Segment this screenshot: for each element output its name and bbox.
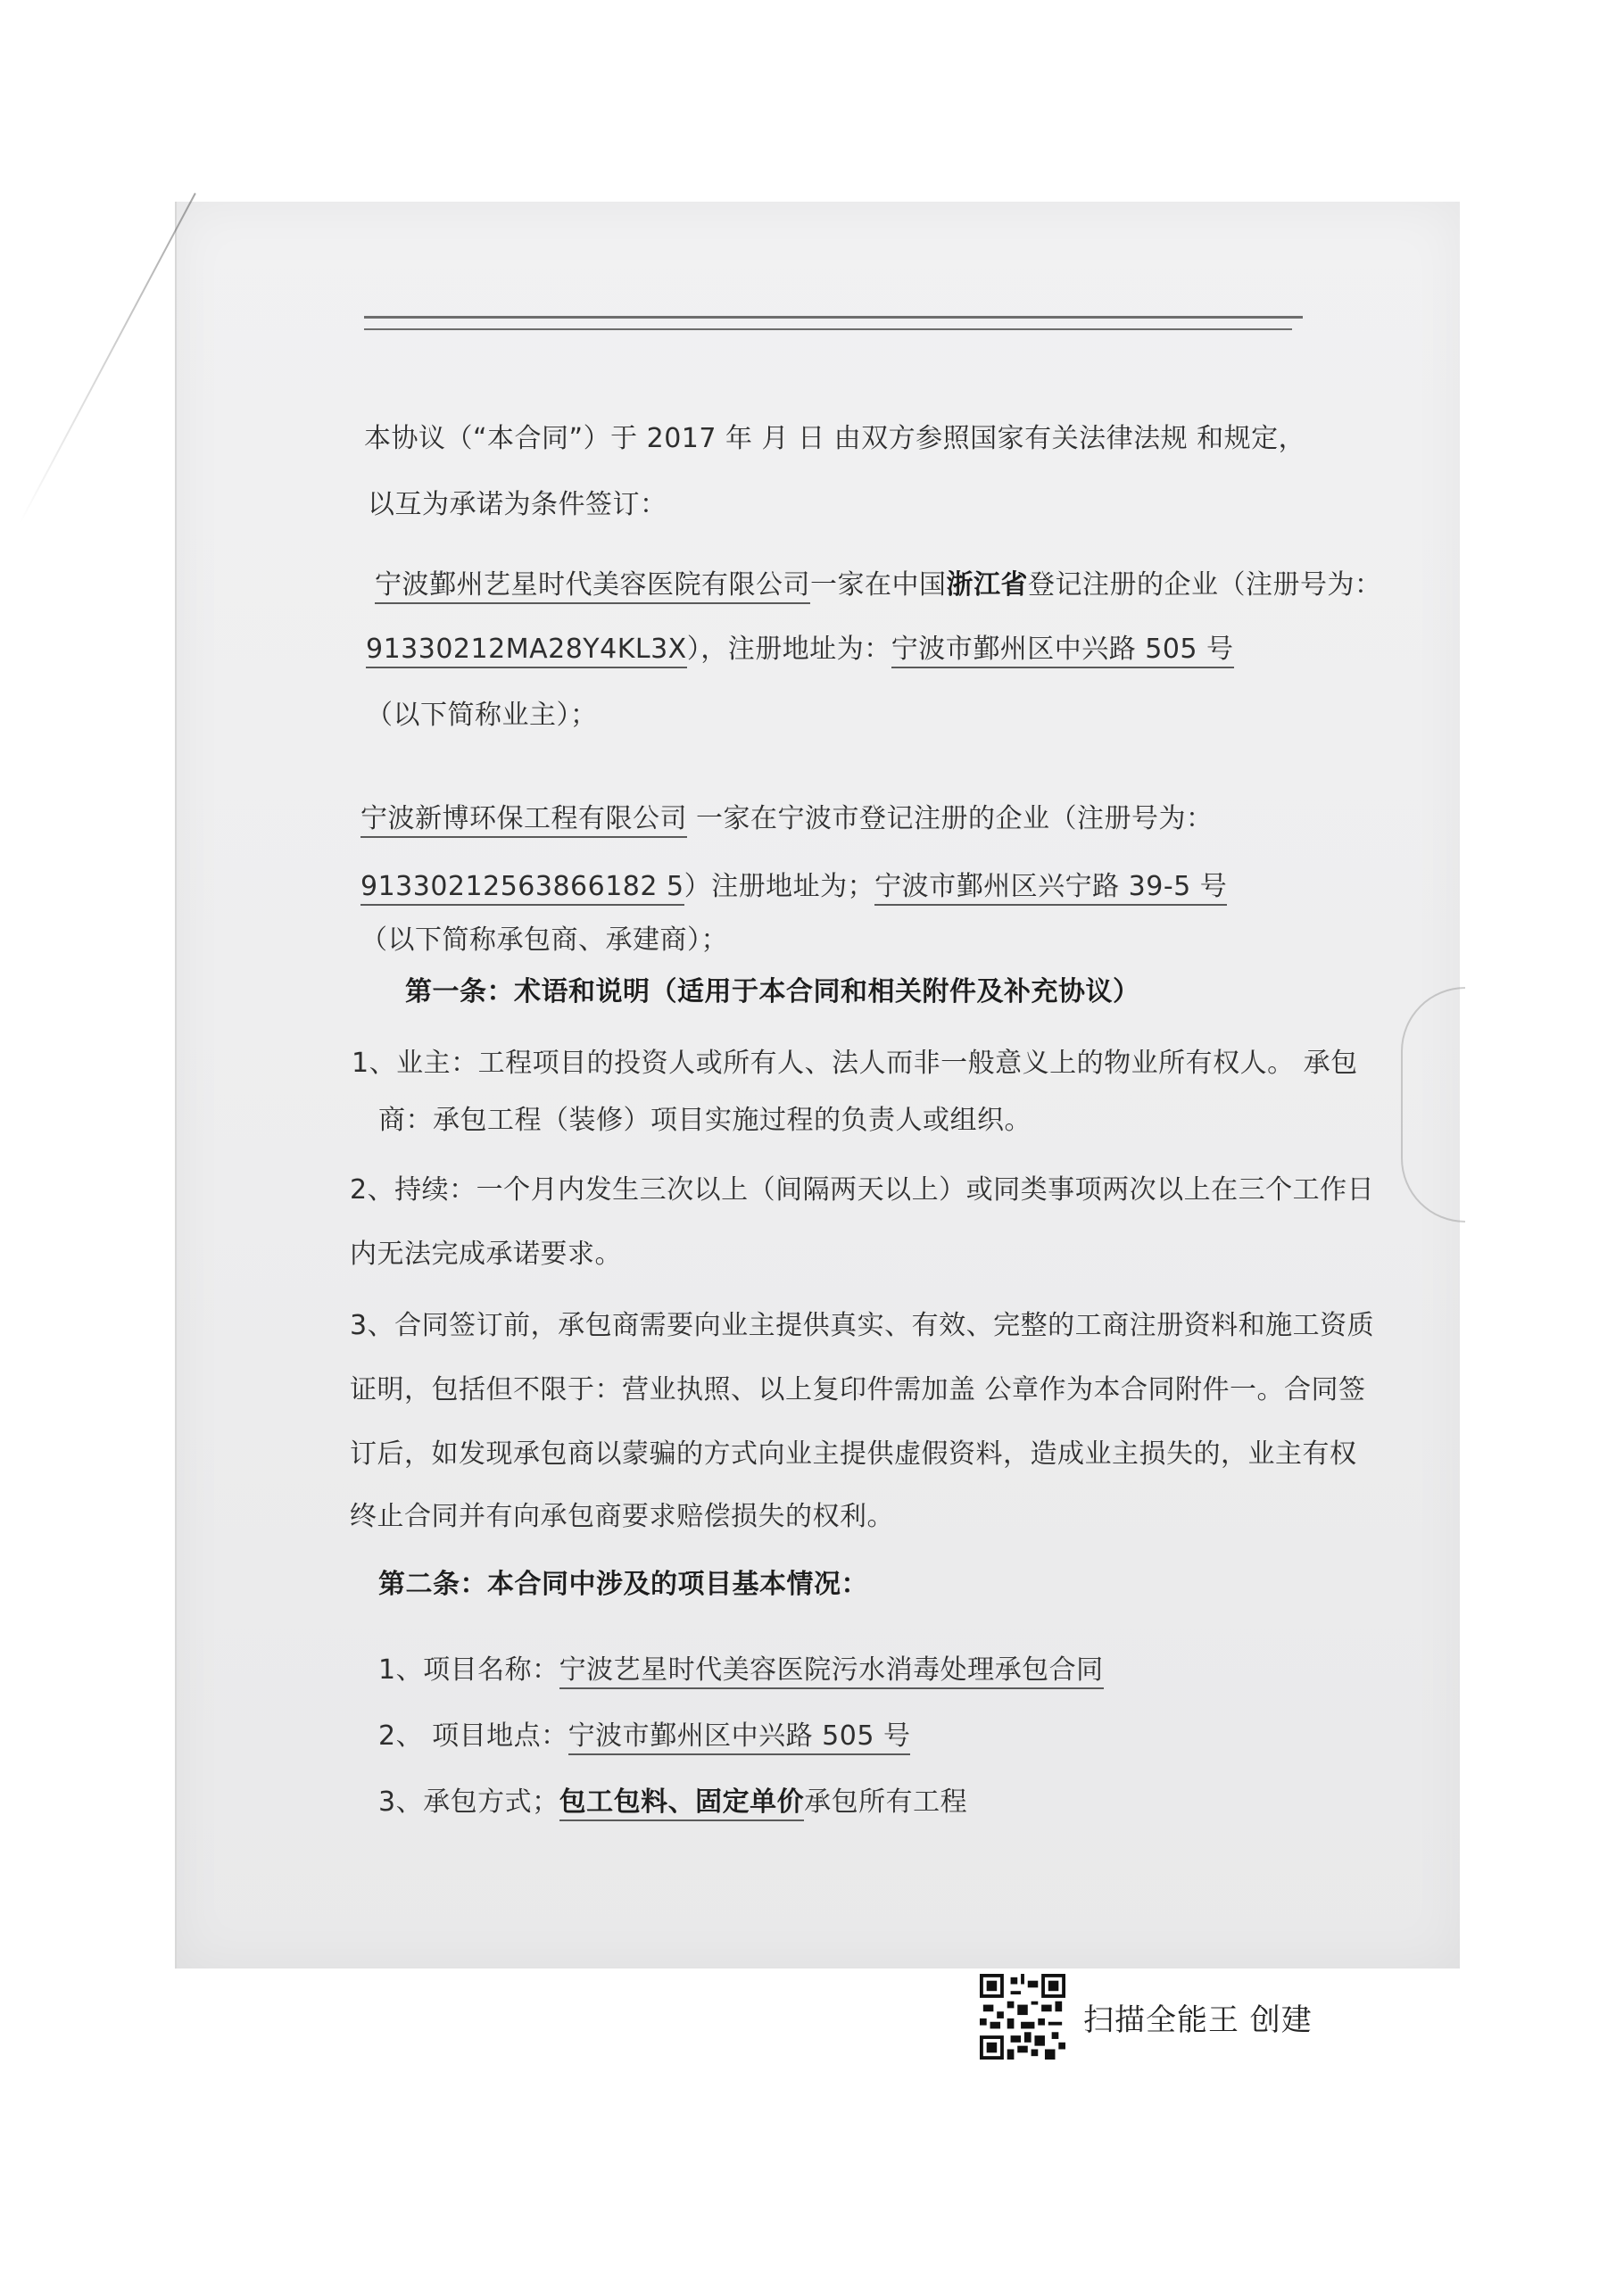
article1-item1-line2: 商：承包工程（装修）项目实施过程的负责人或组织。 — [378, 1105, 1032, 1136]
article2-item1 — [378, 1653, 1104, 1688]
article2-item2 — [378, 1719, 910, 1754]
scanner-credit: 扫描全能王 创建 — [1083, 2002, 1313, 2038]
article2-item3-suffix: 承包所有工程 — [804, 1786, 968, 1818]
project-name: 宁波艺星时代美容医院污水消毒处理承包合同 — [559, 1654, 1104, 1689]
article2-item1-label: 1、项目名称： — [378, 1654, 559, 1686]
seal-edge-mark — [1401, 987, 1465, 1223]
owner-address-label: ），注册地址为： — [686, 634, 891, 665]
contractor-alias: （以下简称承包商、承建商）； — [360, 924, 728, 956]
contractor-line-2 — [360, 869, 1227, 905]
intro-line-2: 以互为承诺为条件签订： — [368, 489, 667, 520]
header-rule-secondary — [364, 328, 1292, 330]
contractor-line-1 — [360, 801, 1214, 837]
article2-item3 — [378, 1785, 967, 1820]
intro-line-1: 本协议（“本合同”）于 2017 年 月 日 由双方参照国家有关法律法规 和规定， — [364, 423, 1306, 454]
article2-item2-label: 2、 项目地点： — [378, 1720, 568, 1752]
header-rule — [364, 316, 1303, 319]
owner-desc-prefix: 一家在中国 — [810, 569, 947, 601]
article1-item1-line1: 1、业主：工程项目的投资人或所有人、法人而非一般意义上的物业所有权人。 承包 — [352, 1048, 1358, 1079]
owner-address: 宁波市鄞州区中兴路 505 号 — [891, 634, 1234, 668]
qr-code-icon — [980, 1974, 1065, 2060]
article1-item3-line4: 终止合同并有向承包商要求赔偿损失的权利。 — [350, 1501, 894, 1532]
owner-name: 宁波鄞州艺星时代美容医院有限公司 — [375, 569, 810, 604]
contractor-desc: 一家在宁波市登记注册的企业（注册号为： — [687, 803, 1214, 834]
article1-item2-line2: 内无法完成承诺要求。 — [350, 1239, 622, 1270]
article1-item2-line1: 2、持续：一个月内发生三次以上（间隔两天以上）或同类事项两次以上在三个工作日 — [350, 1174, 1375, 1206]
owner-alias: （以下简称业主）； — [366, 700, 598, 731]
article1-title: 第一条：术语和说明（适用于本合同和相关附件及补充协议） — [405, 976, 1140, 1007]
contractor-address-label: ）注册地址为； — [684, 871, 875, 902]
article1-item3-line3: 订后，如发现承包商以蒙骗的方式向业主提供虚假资料，造成业主损失的，业主有权 — [350, 1438, 1357, 1470]
scanned-page — [175, 202, 1460, 1969]
owner-line-2 — [366, 632, 1234, 667]
owner-reg-no: 91330212MA28Y4KL3X — [366, 634, 687, 668]
owner-desc-suffix: 登记注册的企业（注册号为： — [1028, 569, 1382, 601]
contractor-reg-no: 91330212563866182 5 — [360, 871, 684, 906]
project-location: 宁波市鄞州区中兴路 505 号 — [568, 1720, 911, 1755]
scanner-footer — [980, 1972, 1313, 2061]
contract-method: 包工包料、固定单价 — [559, 1786, 805, 1821]
page-fold-mark — [19, 193, 196, 525]
article1-item3-line1: 3、合同签订前，承包商需要向业主提供真实、有效、完整的工商注册资料和施工资质 — [350, 1310, 1375, 1341]
contractor-name: 宁波新博环保工程有限公司 — [360, 803, 687, 838]
article1-item3-line2: 证明，包括但不限于：营业执照、以上复印件需加盖 公章作为本合同附件一。合同签 — [350, 1374, 1366, 1405]
owner-province: 浙江省 — [946, 569, 1028, 601]
contractor-address: 宁波市鄞州区兴宁路 39-5 号 — [874, 871, 1227, 906]
article2-item3-label: 3、承包方式； — [378, 1786, 559, 1818]
article2-title: 第二条：本合同中涉及的项目基本情况： — [378, 1569, 868, 1600]
owner-line-1 — [375, 568, 1382, 603]
